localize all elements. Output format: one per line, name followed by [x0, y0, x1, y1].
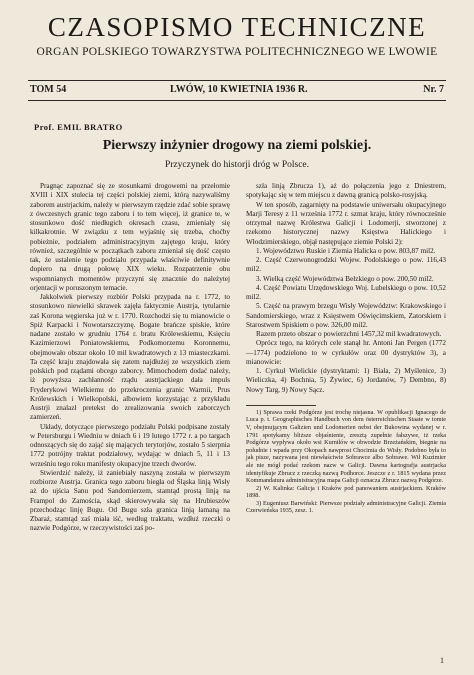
right-column	[246, 182, 446, 515]
list-item: 4. Część Powiatu Urzędowskiego Woj. Lubelskiego o pow. 10,52 mil2.	[246, 283, 446, 301]
issue-number: Nr. 7	[423, 84, 444, 95]
paragraph: Oprócz tego, na których cele stanął hr. Antoni Jan Pergen (1772—1774) podzielono to w cyrkułów oraz 00 dystryktów 3), a mianowicie:	[246, 339, 446, 366]
volume-label: TOM 54	[30, 84, 67, 95]
list-item: 1. Województwo Ruskie i Ziemia Halicka o pow. 803,87 mil2.	[256, 246, 436, 255]
paragraph: Jakkolwiek pierwszy rozbiór Polski przypada na r. 1772, to stosunkowo niewielki skrawek zajęła faktycznie Austrja, tytularnie zaś Korona węgierska już w r. 1770. Rozchodzi się tu mianowicie o Spiż Karpacki i Nowotarszczyznę. Bogate brańcze spiskie, które nadane zostało w grudniu 1764 r. bratu Królewskiemu, Księciu Kazimierzowi Poniatowskiemu, Podkomorzemu Koronnemu, obejmowało obszar około 10 mil kwadratowych z 13 miasteczkami. Ta część kraju znajdowała się zatem najdłużej ze wszystkich ziem polskich pod rządami obcego zaborcy. Mimochodem dodać należy, iż powyższa zachłanność rządu austrjackiego dała impuls Fryderykowi Wielkiemu do przekroczenia granic Warmii, Prus Królewskich i Wielkopolski, albowiem korzystając z przykładu Austrji znalazł pretekst do zrealizowania swoich zaborczych zamierzeń.	[30, 293, 230, 422]
header-rule-bottom	[28, 100, 446, 101]
paragraph: Razem przeto obszar o powierzchni 1457,32 mil kwadratowych.	[256, 330, 442, 338]
paragraph: W ten sposób, zagarnięty na podstawie uniwersału okupacyjnego Marji Teresy z 11 września 1772 r. szmat kraju, który równocześnie otrzymał nazwę Królestwa Galicji i Lodomerji, stworzonej z rzekomo historycznej nazwy Księstwa Halickiego i Włodzimierskiego, objął następujące ziemie Polski 2):	[246, 200, 446, 246]
list-item: 1. Cyrkuł Wielickie (dystryktami: 1) Biała, 2) Myślenice, 3) Wieliczka, 4) Bochnia, 5) Żywiec, 6) Jordanów, 7) Dembno, 8) Nowy Targ, 9) Nowy Sącz.	[246, 367, 446, 394]
article-author: Prof. EMIL BRATRO	[34, 122, 123, 132]
article-title: Pierwszy inżynier drogowy na ziemi polskiej.	[102, 138, 372, 153]
journal-subtitle: ORGAN POLSKIEGO TOWARZYSTWA POLITECHNICZNEGO WE LWOWIE	[36, 46, 438, 58]
paragraph: Układy, dotyczące pierwszego podziału Polski podpisane zostały w Petersburgu i Wiedniu w dniach 6 i 19 lutego 1772 r. a po targach odnoszących się do zająć się mających terytorjów, zostało 5 sierpnia 1772 potrójny traktat podziałowy, wydając w dniach 5, 11 i 13 wrześniu tego roku manifesty okupacyjne trzech dworów.	[30, 422, 230, 468]
page-number: 1	[440, 656, 444, 665]
footnote: 3) Eugeniusz Barwiński: Pierwsze podziały administracyjne Galicji. Ziemia Czerwieńska 1935, zesz. 1.	[246, 499, 446, 515]
paragraph: Stwierdzić należy, iż zaniebiały naszyną została w pierwszym rozbiorze Austrja. Granica tego zaboru biegła od Śląska linją Wisły aż do ujścia Sanu pod Sandomierzem, stamtąd prostą linją na Frampol do Zamościa, skąd skierowywała się na Hrubieszów przechodząc linję Bugu. Od Bugu szła granica linją łamaną na Zbaraż, stamtąd zaś miała iść, według traktatu, wzdłuż rzeczki o nazwie Podgórze, w rzeczywistości zaś po-	[30, 468, 230, 533]
left-column	[30, 182, 230, 534]
paragraph: szła linją Zbrucza 1), aż do połączenia jego z Dniestrem, spotykając się w tem miejscu z dawną granicą polsko-rosyjską.	[246, 182, 446, 200]
footnote: 1) Sprawa rzeki Podgórze jest trochę niejasna. W opublikacji Ignacego de Luca p. t. Geographisches Handbuch von dem österreichischen Staate w tomie V, obejmującym Galizien und Lodomerien nebst der Bukowina wydanej w r. 1791 spotykamy bliższe objaśnienie, zresztą zupełnie fałszywe, iż rzeka Podgórze wypływa około wsi Kurniłów w obwodzie Brzeżańskim, biegnie na południe i wpada przy Okopach nawprost Chocimia do Wisły. Podobno była to jak pisze, nazywana jest niewłaściwie Sobrawce albo Sobrawe. Wił Kuzimier ale nie mógł podać rzekom nazw w Galicji. Dawna kartografja austrjacka identyfikuje Zbrucz z rzeczką nazwą Podhorce. Jeszcze z r. 1815 wydana przez Kommandatura administracyjna mapa Galicji oznacza Zbrucz nazwą Podgórze.	[246, 408, 446, 485]
list-item: 2. Część Czerwonogrodzki Wojew. Podolskiego o pow. 116,43 mil2.	[246, 256, 446, 274]
header-rule-top	[28, 80, 446, 81]
issue-info	[30, 84, 444, 98]
list-item: 3. Wielką część Województwa Bełzkiego o pow. 200,50 mil2.	[256, 274, 434, 283]
list-item: 5. Część na prawym brzegu Wisły Województw: Krakowskiego i Sandomierskiego, wraz z Księstwem Oświęcimskiem, Zatorskiem i Starostwem Spiskiem o pow. 326,00 mil2.	[246, 302, 446, 329]
journal-title: CZASOPISMO TECHNICZNE	[47, 12, 427, 42]
place-date: LWÓW, 10 KWIETNIA 1936 R.	[170, 84, 308, 95]
article-subtitle: Przyczynek do historji dróg w Polsce.	[164, 160, 310, 170]
paragraph: Pragnąc zapoznać się ze stosunkami drogowemi na przełomie XVIII i XIX stulecia tej części polskiej ziemi, którą nazywaliśmy zaborem austrjackim, należy w pierwszym rzędzie zdać sobie sprawę z ówczesnych granic tego zaboru i to tem więcej, iż granice te, w stosunkowo dość niedługich okresach czasu, zmieniały się kilkakrotnie. W związku z tem wyjaśnię się trzeba, choćby pobieżnie, podziałem administracyjnym zajętego kraju, który również, szczególnie w początkach zaboru zmieniał się dość często tak, że ustalenie tego podziału przypada właściwie definitywnie dopiero na drugą połowę XIX wieku. Rozpatrzenie obu wspomnianych momentów przyczyni się znacznie do należytej orjentacji w poruszonym temacie.	[30, 182, 230, 292]
footnote: 2) W. Kalinka: Galicja i Kraków pod panowaniem austrjackiem. Kraków 1898.	[246, 484, 446, 500]
